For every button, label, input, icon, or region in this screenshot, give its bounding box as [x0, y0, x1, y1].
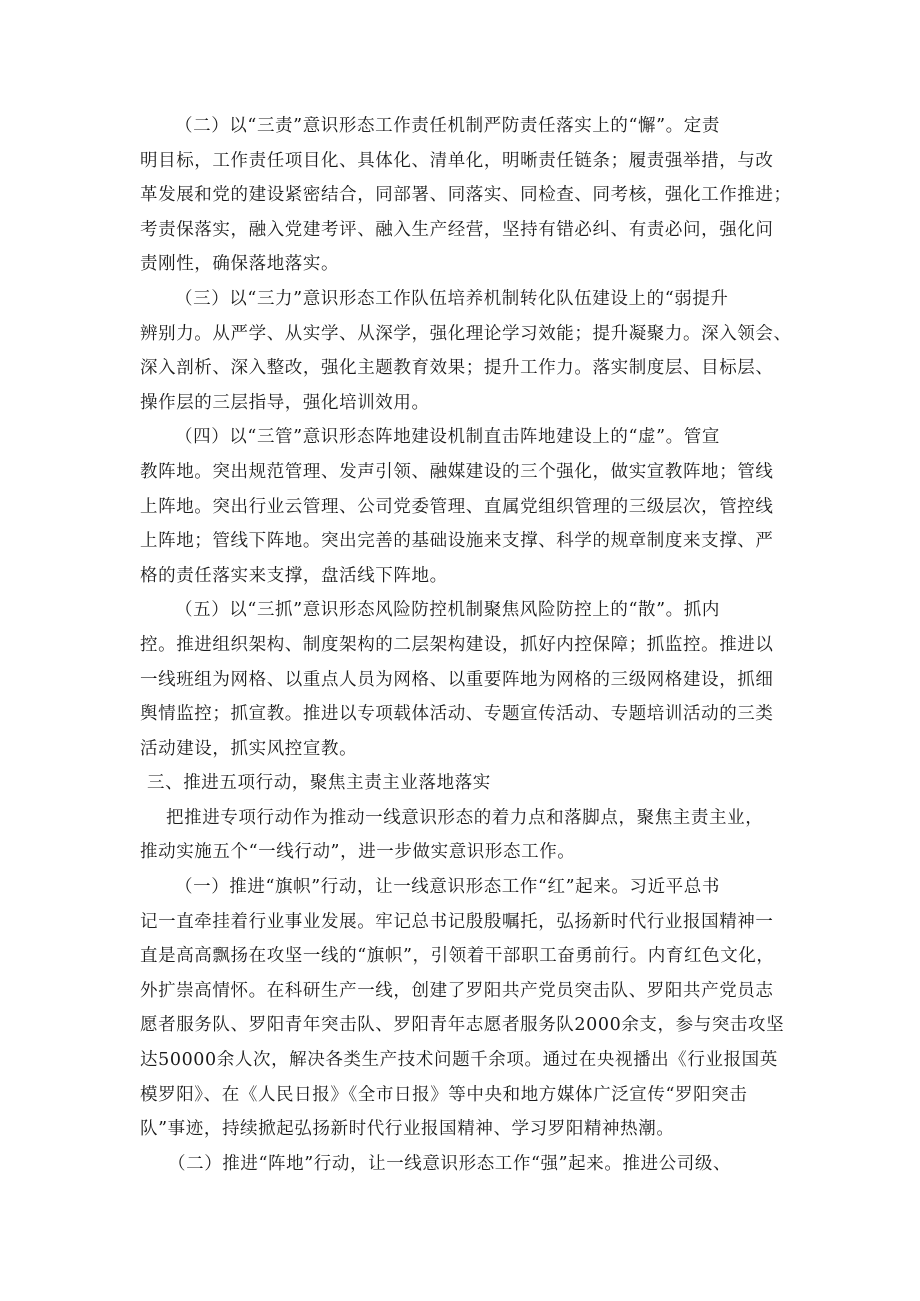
para-5-line: 活动建设，抓实风控宣教。 — [140, 738, 358, 759]
action-1-line: 记一直牵挂着行业事业发展。牢记总书记殷殷嘱托，弘扬新时代行业报国精神一 — [140, 911, 774, 932]
para-4-line: 格的责任落实来支撑，盘活线下阵地。 — [140, 565, 448, 586]
para-5-line: （五）以“三抓”意识形态风险防控机制聚焦风险防控上的“散”。抓内 — [175, 600, 720, 621]
para-3-line: 辨别力。从严学、从实学、从深学，强化理论学习效能；提升凝聚力。深入领会、 — [140, 323, 792, 344]
para-5-line: 舆情监控；抓宣教。推进以专项载体活动、专题宣传活动、专题培训活动的三类 — [140, 704, 774, 725]
para-4-line: 上阵地；管线下阵地。突出完善的基础设施来支撑、科学的规章制度来支撑、严 — [140, 531, 774, 552]
para-2-line: 革发展和党的建设紧密结合，同部署、同落实、同检查、同考核，强化工作推进； — [140, 185, 792, 206]
para-3-line: 深入剖析、深入整改，强化主题教育效果；提升工作力。落实制度层、目标层、 — [140, 358, 774, 379]
para-2-line: 责刚性，确保落地落实。 — [140, 254, 340, 275]
para-4-line: 上阵地。突出行业云管理、公司党委管理、直属党组织管理的三级层次，管控线 — [140, 496, 774, 517]
para-2-line: 考责保落实，融入党建考评、融入生产经营，坚持有错必纠、有责必问，强化问 — [140, 219, 774, 240]
action-1-line: 达50000余人次，解决各类生产技术问题千余项。通过在央视播出《行业报国英 — [140, 1050, 778, 1071]
intro-line: 把推进专项行动作为推动一线意识形态的着力点和落脚点，聚焦主责主业， — [166, 807, 764, 828]
para-4-line: （四）以“三管”意识形态阵地建设机制直击阵地建设上的“虚”。管宣 — [175, 427, 720, 448]
intro-line: 推动实施五个“一线行动”，进一步做实意识形态工作。 — [140, 842, 576, 863]
action-1-line: 直是高高飘扬在攻坚一线的“旗帜”，引领着干部职工奋勇前行。内育红色文化， — [140, 946, 775, 967]
action-1-line: 愿者服务队、罗阳青年突击队、罗阳青年志愿者服务队2000余支，参与突击攻坚 — [140, 1015, 785, 1036]
para-2-line: 明目标，工作责任项目化、具体化、清单化，明晰责任链条；履责强举措，与改 — [140, 150, 774, 171]
action-1-line: （一）推进“旗帜”行动，让一线意识形态工作“红”起来。习近平总书 — [175, 877, 720, 898]
action-1-line: 外扩崇高情怀。在科研生产一线，创建了罗阳共产党员突击队、罗阳共产党员志 — [140, 980, 774, 1001]
para-3-line: 操作层的三层指导，强化培训效用。 — [140, 392, 430, 413]
para-3-line: （三）以“三力”意识形态工作队伍培养机制转化队伍建设上的“弱提升 — [175, 288, 729, 309]
para-5-line: 控。推进组织架构、制度架构的二层架构建设，抓好内控保障；抓监控。推进以 — [140, 634, 774, 655]
para-2-line: （二）以“三责”意识形态工作责任机制严防责任落实上的“懈”。定责 — [175, 116, 720, 136]
action-1-line: 队”事迹，持续掀起弘扬新时代行业报国精神、学习罗阳精神热潮。 — [140, 1119, 675, 1140]
para-4-line: 教阵地。突出规范管理、发声引领、融媒建设的三个强化，做实宣教阵地；管线 — [140, 461, 774, 482]
para-5-line: 一线班组为网格、以重点人员为网格、以重要阵地为网格的三级网格建设，抓细 — [140, 669, 774, 690]
action-1-line: 模罗阳》、在《人民日报》《全市日报》等中央和地方媒体广泛宣传“罗阳突击 — [140, 1084, 748, 1105]
action-2-line: （二）推进“阵地”行动，让一线意识形态工作“强”起来。推进公司级、 — [168, 1153, 732, 1174]
section-heading: 三、推进五项行动，聚焦主责主业落地落实 — [147, 773, 491, 794]
